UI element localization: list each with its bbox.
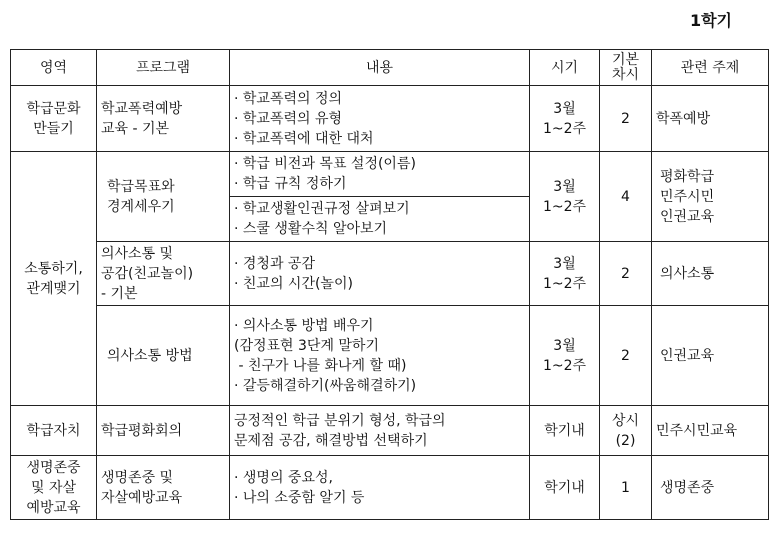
period-cell: 학기내 <box>530 456 600 520</box>
content-list <box>234 316 525 396</box>
program-cell: 학급목표와 경계세우기 <box>97 152 230 242</box>
content-item: 문제점 공감, 해결방법 선택하기 <box>234 432 428 449</box>
header-period: 시기 <box>530 50 600 86</box>
content-list <box>234 254 525 294</box>
header-sessions: 기본 차시 <box>600 50 652 86</box>
table-row <box>11 86 769 152</box>
content-subgroup-rules <box>230 196 529 241</box>
sessions-cell: 상시 (2) <box>600 406 652 456</box>
sessions-cell: 2 <box>600 242 652 306</box>
program-cell: 학교폭력예방 교육 - 기본 <box>97 86 230 152</box>
content-item: · 학교폭력의 정의 <box>234 90 343 107</box>
period-cell: 학기내 <box>530 406 600 456</box>
theme-cell: 민주시민교육 <box>652 406 769 456</box>
period-cell: 3월 1~2주 <box>530 242 600 306</box>
theme-cell: 학폭예방 <box>652 86 769 152</box>
program-cell: 의사소통 및 공감(친교놀이) - 기본 <box>97 242 230 306</box>
sessions-cell: 2 <box>600 86 652 152</box>
semester-label: 1학기 <box>689 11 732 30</box>
table-row <box>11 456 769 520</box>
content-item: · 경청과 공감 <box>234 255 315 272</box>
header-program: 프로그램 <box>97 50 230 86</box>
theme-cell: 인권교육 <box>652 306 769 406</box>
period-cell: 3월 1~2주 <box>530 152 600 242</box>
content-cell <box>230 456 530 520</box>
content-item: · 학교생활인권규정 살펴보기 <box>234 201 410 217</box>
content-item: 긍정적인 학급 분위기 형성, 학급의 <box>234 412 446 429</box>
content-cell <box>230 86 530 152</box>
table-row <box>11 152 769 242</box>
sessions-cell: 4 <box>600 152 652 242</box>
content-item: · 갈등해결하기(싸움해결하기) <box>234 377 417 394</box>
theme-cell: 생명존중 <box>652 456 769 520</box>
header-area: 영역 <box>11 50 97 86</box>
table-row <box>11 242 769 306</box>
program-cell: 학급평화회의 <box>97 406 230 456</box>
theme-cell: 의사소통 <box>652 242 769 306</box>
content-list <box>234 89 525 149</box>
period-cell: 3월 1~2주 <box>530 306 600 406</box>
content-item: · 의사소통 방법 배우기 <box>234 317 374 334</box>
sessions-cell: 1 <box>600 456 652 520</box>
table-header-row <box>11 50 769 86</box>
content-item: · 학교폭력에 대한 대처 <box>234 130 374 147</box>
theme-cell: 평화학급 민주시민 인권교육 <box>652 152 769 242</box>
area-cell: 소통하기, 관계맺기 <box>11 152 97 406</box>
content-item: · 스쿨 생활수칙 알아보기 <box>234 221 388 237</box>
content-cell <box>230 306 530 406</box>
content-subgroup-goals <box>230 152 529 196</box>
content-item: · 나의 소중함 알기 등 <box>234 489 365 506</box>
area-cell: 학급자치 <box>11 406 97 456</box>
area-cell: 생명존중 및 자살 예방교육 <box>11 456 97 520</box>
content-cell <box>230 406 530 456</box>
sessions-cell: 2 <box>600 306 652 406</box>
content-cell <box>230 242 530 306</box>
content-item: (감정표현 3단계 말하기 <box>234 337 379 354</box>
program-cell: 생명존중 및 자살예방교육 <box>97 456 230 520</box>
area-cell: 학급문화 만들기 <box>11 86 97 152</box>
program-table <box>10 49 769 520</box>
header-theme: 관련 주제 <box>652 50 769 86</box>
content-item: · 생명의 중요성, <box>234 469 333 486</box>
program-cell: 의사소통 방법 <box>97 306 230 406</box>
content-item: · 학급 비전과 목표 설정(이름) <box>234 156 416 172</box>
content-list <box>234 468 525 508</box>
content-item: · 학급 규칙 정하기 <box>234 176 347 192</box>
header-content: 내용 <box>230 50 530 86</box>
table-row <box>11 406 769 456</box>
content-cell <box>230 152 530 242</box>
table-row <box>11 306 769 406</box>
content-item: · 학교폭력의 유형 <box>234 110 343 127</box>
content-item: - 친구가 나를 화나게 할 때) <box>234 357 407 374</box>
content-item: · 친교의 시간(놀이) <box>234 275 353 292</box>
period-cell: 3월 1~2주 <box>530 86 600 152</box>
